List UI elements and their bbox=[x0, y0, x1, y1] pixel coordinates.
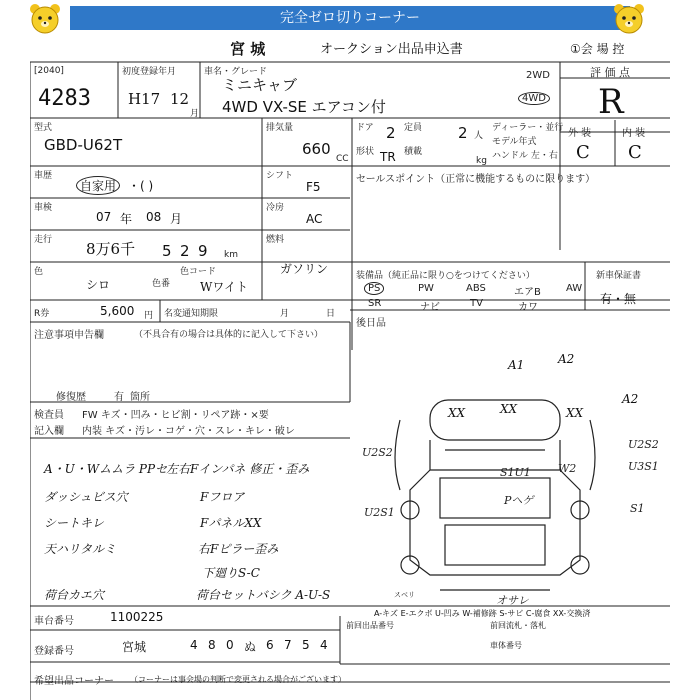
model-label: 型式 bbox=[34, 123, 53, 133]
handle-label: ハンドル 左・右 bbox=[492, 151, 558, 161]
equip-kawa: カワ bbox=[518, 302, 538, 313]
inspect-row-interior: 内装 キズ・汚レ・コゲ・穴・スレ・キレ・破レ bbox=[82, 426, 295, 437]
body-shape: TR bbox=[380, 150, 396, 164]
mileage-digit: 5 bbox=[162, 242, 172, 260]
equip-tv: TV bbox=[470, 298, 483, 309]
inspect-row-exterior: FW キズ・凹み・ヒビ割・リペア跡・×要 bbox=[82, 410, 269, 421]
hand-note-left: 天ハリタルミ bbox=[44, 542, 117, 556]
repair-value: 有 bbox=[114, 392, 124, 403]
cc-label: 排気量 bbox=[266, 123, 294, 133]
plate-region: 宮城 bbox=[122, 640, 147, 654]
fuel-value: ガソリン bbox=[280, 262, 329, 276]
drive-4wd-circled: 4WD bbox=[518, 92, 550, 105]
mark-bottom: オサレ bbox=[496, 594, 529, 607]
inspector-label: 検査員 bbox=[34, 410, 64, 421]
mark-u2s1: U2S1 bbox=[364, 506, 395, 519]
equip-navi: ナビ bbox=[420, 302, 440, 313]
first-reg-month: 12 bbox=[170, 90, 190, 108]
plate-digit: 4 bbox=[190, 638, 198, 652]
hand-note-right: Fフロア bbox=[200, 490, 245, 504]
equip-aw: AW bbox=[566, 283, 583, 294]
lot-number: 4283 bbox=[38, 86, 91, 111]
mark-xx-center: XX bbox=[500, 402, 518, 416]
hand-note-right: 荷台セットバシク A-U-S bbox=[196, 588, 331, 602]
mileage-label: 走行 bbox=[34, 235, 53, 245]
desired-corner-label: 希望出品コーナー bbox=[34, 676, 114, 687]
color-code: Wワイト bbox=[200, 280, 248, 294]
transfer-month: 月 bbox=[280, 309, 290, 319]
capacity-value: 2 bbox=[458, 124, 468, 142]
color-code-label: 色コード bbox=[180, 267, 217, 277]
entry-label: 記入欄 bbox=[34, 426, 64, 437]
car-name-label: 車名・グレード bbox=[204, 67, 268, 77]
plate-digit: 6 bbox=[266, 638, 274, 652]
recycle-value: 5,600 bbox=[100, 304, 135, 318]
mark-yellow: スベリ bbox=[394, 591, 415, 599]
first-reg-label: 初度登録年月 bbox=[122, 67, 177, 77]
shape-label: 形状 bbox=[356, 147, 375, 157]
exterior-label: 外 装 bbox=[568, 128, 592, 139]
bear-mascot-icon bbox=[612, 2, 646, 36]
inspection-year: 07 bbox=[96, 210, 112, 224]
org-title: 宮 城 bbox=[230, 40, 266, 58]
mark-xx-right: XX bbox=[566, 406, 584, 420]
mark-s1u1: S1U1 bbox=[500, 466, 531, 479]
equip-airbag: エアB bbox=[514, 287, 541, 298]
plate-digit: 4 bbox=[320, 638, 328, 652]
equip-pw: PW bbox=[418, 283, 434, 294]
loading-label: 積載 bbox=[404, 147, 423, 157]
sales-label: セールスポイント（正常に機能するものに限ります） bbox=[356, 174, 596, 185]
interior-grade: C bbox=[628, 142, 642, 163]
capacity-label: 定員 bbox=[404, 123, 423, 133]
plate-digit: 8 bbox=[208, 638, 216, 652]
mark-w2: W2 bbox=[558, 462, 577, 475]
use-value-circled: 自家用 bbox=[76, 176, 120, 195]
auction-sheet bbox=[30, 40, 670, 700]
ac-value: AC bbox=[306, 212, 323, 226]
equip-ps-circled: PS bbox=[364, 282, 384, 295]
transfer-label: 名変通知期限 bbox=[164, 309, 219, 319]
color-no-label: 色番 bbox=[152, 279, 171, 289]
hand-note-right: 右Fピラー歪み bbox=[198, 542, 279, 556]
mark-u2s2-right: U2S2 bbox=[628, 438, 659, 451]
mark-xx-left: XX bbox=[448, 406, 466, 420]
hand-note-left: シートキレ bbox=[44, 516, 104, 530]
plate-digit: 7 bbox=[284, 638, 292, 652]
vin-check-label: 車体番号 bbox=[490, 641, 522, 650]
inspection-month: 08 bbox=[146, 210, 162, 224]
shift-value: F5 bbox=[306, 180, 321, 194]
plate-digit: 5 bbox=[302, 638, 310, 652]
use-label: 車歴 bbox=[34, 171, 53, 181]
chassis-label: 車台番号 bbox=[34, 616, 74, 627]
mark-s1: S1 bbox=[630, 502, 645, 515]
loading-unit: kg bbox=[476, 156, 487, 166]
form-title: オークション出品申込書 bbox=[320, 42, 463, 57]
mark-u2s2-left: U2S2 bbox=[362, 446, 393, 459]
use-rest: ・( ) bbox=[128, 179, 154, 193]
hand-note-right: FパネルXX bbox=[200, 516, 262, 530]
notes-label: 注意事項申告欄 bbox=[34, 330, 104, 341]
mark-u3s1: U3S1 bbox=[628, 460, 659, 473]
interior-label: 内 装 bbox=[622, 128, 646, 139]
exterior-grade: C bbox=[576, 142, 590, 163]
plate-digit: 0 bbox=[226, 638, 234, 652]
mileage-handwritten: 8万6千 bbox=[86, 240, 136, 258]
model-code: GBD-U62T bbox=[44, 136, 123, 154]
inspection-label: 車検 bbox=[34, 203, 53, 213]
door-label: ドア bbox=[356, 123, 374, 133]
mileage-digit: 9 bbox=[198, 242, 208, 260]
back-seat-label: 後日品 bbox=[356, 318, 386, 329]
venue-copy: ①会 場 控 bbox=[570, 42, 625, 56]
chassis-number: 1100225 bbox=[110, 610, 164, 624]
eval-score: R bbox=[598, 82, 624, 122]
final-label: 前回流札・落札 bbox=[490, 621, 546, 630]
repair-place: 箇所 bbox=[130, 392, 150, 403]
first-reg-year: H17 bbox=[128, 90, 161, 108]
dealer-label: ディーラー・並行 bbox=[492, 123, 564, 133]
engine-cc: 660 bbox=[302, 140, 331, 158]
fuel-label: 燃料 bbox=[266, 235, 285, 245]
recycle-unit: 円 bbox=[144, 311, 154, 321]
prev-receipt-label: 前回出品番号 bbox=[346, 621, 394, 630]
repair-label: 修復歴 bbox=[56, 392, 86, 403]
mark-a1: A1 bbox=[508, 358, 525, 372]
inspection-month-unit: 月 bbox=[170, 212, 183, 226]
bear-mascot-icon bbox=[28, 2, 62, 36]
top-bar bbox=[0, 0, 700, 38]
color-value: シロ bbox=[86, 278, 111, 292]
mark-pkage: Pヘゲ bbox=[504, 494, 534, 507]
hand-note-left: ダッシュビス穴 bbox=[44, 490, 128, 504]
door-count: 2 bbox=[386, 124, 396, 142]
mileage-digit: 2 bbox=[180, 242, 190, 260]
ac-label: 冷房 bbox=[266, 203, 285, 213]
shift-label: シフト bbox=[266, 171, 294, 181]
transfer-day: 日 bbox=[326, 309, 336, 319]
lot-small-label: [2040] bbox=[34, 66, 64, 76]
desired-corner-hint: （コーナーは事会場の判断で変更される場合がございます） bbox=[130, 675, 346, 684]
plate-label: 登録番号 bbox=[34, 646, 74, 657]
first-reg-suffix: 月 bbox=[190, 109, 200, 119]
car-damage-diagram bbox=[370, 360, 620, 610]
equip-abs: ABS bbox=[466, 283, 486, 294]
hand-note-right: 左右Fインパネ 修正・歪み bbox=[166, 462, 310, 476]
eval-label: 評 価 点 bbox=[590, 66, 630, 79]
equip-sr: SR bbox=[368, 298, 382, 309]
model-year-label: モデル年式 bbox=[492, 137, 537, 147]
drive-2wd: 2WD bbox=[526, 70, 550, 81]
new-car-label: 新車保証書 bbox=[596, 271, 642, 281]
plate-kana: ぬ bbox=[244, 640, 257, 654]
damage-legend: A-キズ E-エクボ U-凹み W-補修跡 S-サビ C-腐食 XX-交換済 bbox=[374, 609, 591, 618]
banner-title: 完全ゼロ切りコーナー bbox=[70, 6, 630, 30]
new-car-value: 有・無 bbox=[600, 292, 637, 306]
color-label: 色 bbox=[34, 267, 44, 277]
notes-hint: （不具合有の場合は具体的に記入して下さい） bbox=[134, 330, 324, 340]
equip-label: 装備品（純正品に限り○をつけてください） bbox=[356, 271, 535, 281]
mileage-unit: km bbox=[224, 250, 238, 260]
car-grade: 4WD VX-SE エアコン付 bbox=[222, 98, 386, 116]
hand-note-left: 荷台カエ穴 bbox=[44, 588, 105, 602]
inspection-year-unit: 年 bbox=[120, 212, 133, 226]
capacity-unit: 人 bbox=[474, 131, 484, 141]
car-name: ミニキャブ bbox=[222, 76, 298, 94]
recycle-label: R券 bbox=[34, 309, 50, 319]
cc-unit: CC bbox=[336, 154, 349, 164]
hand-note-right: 下廻りS-C bbox=[202, 566, 260, 580]
mark-a2-top: A2 bbox=[558, 352, 575, 366]
mark-a2-right: A2 bbox=[622, 392, 639, 406]
hand-note-left: A・U・Wムムラ PPセ bbox=[44, 462, 168, 476]
